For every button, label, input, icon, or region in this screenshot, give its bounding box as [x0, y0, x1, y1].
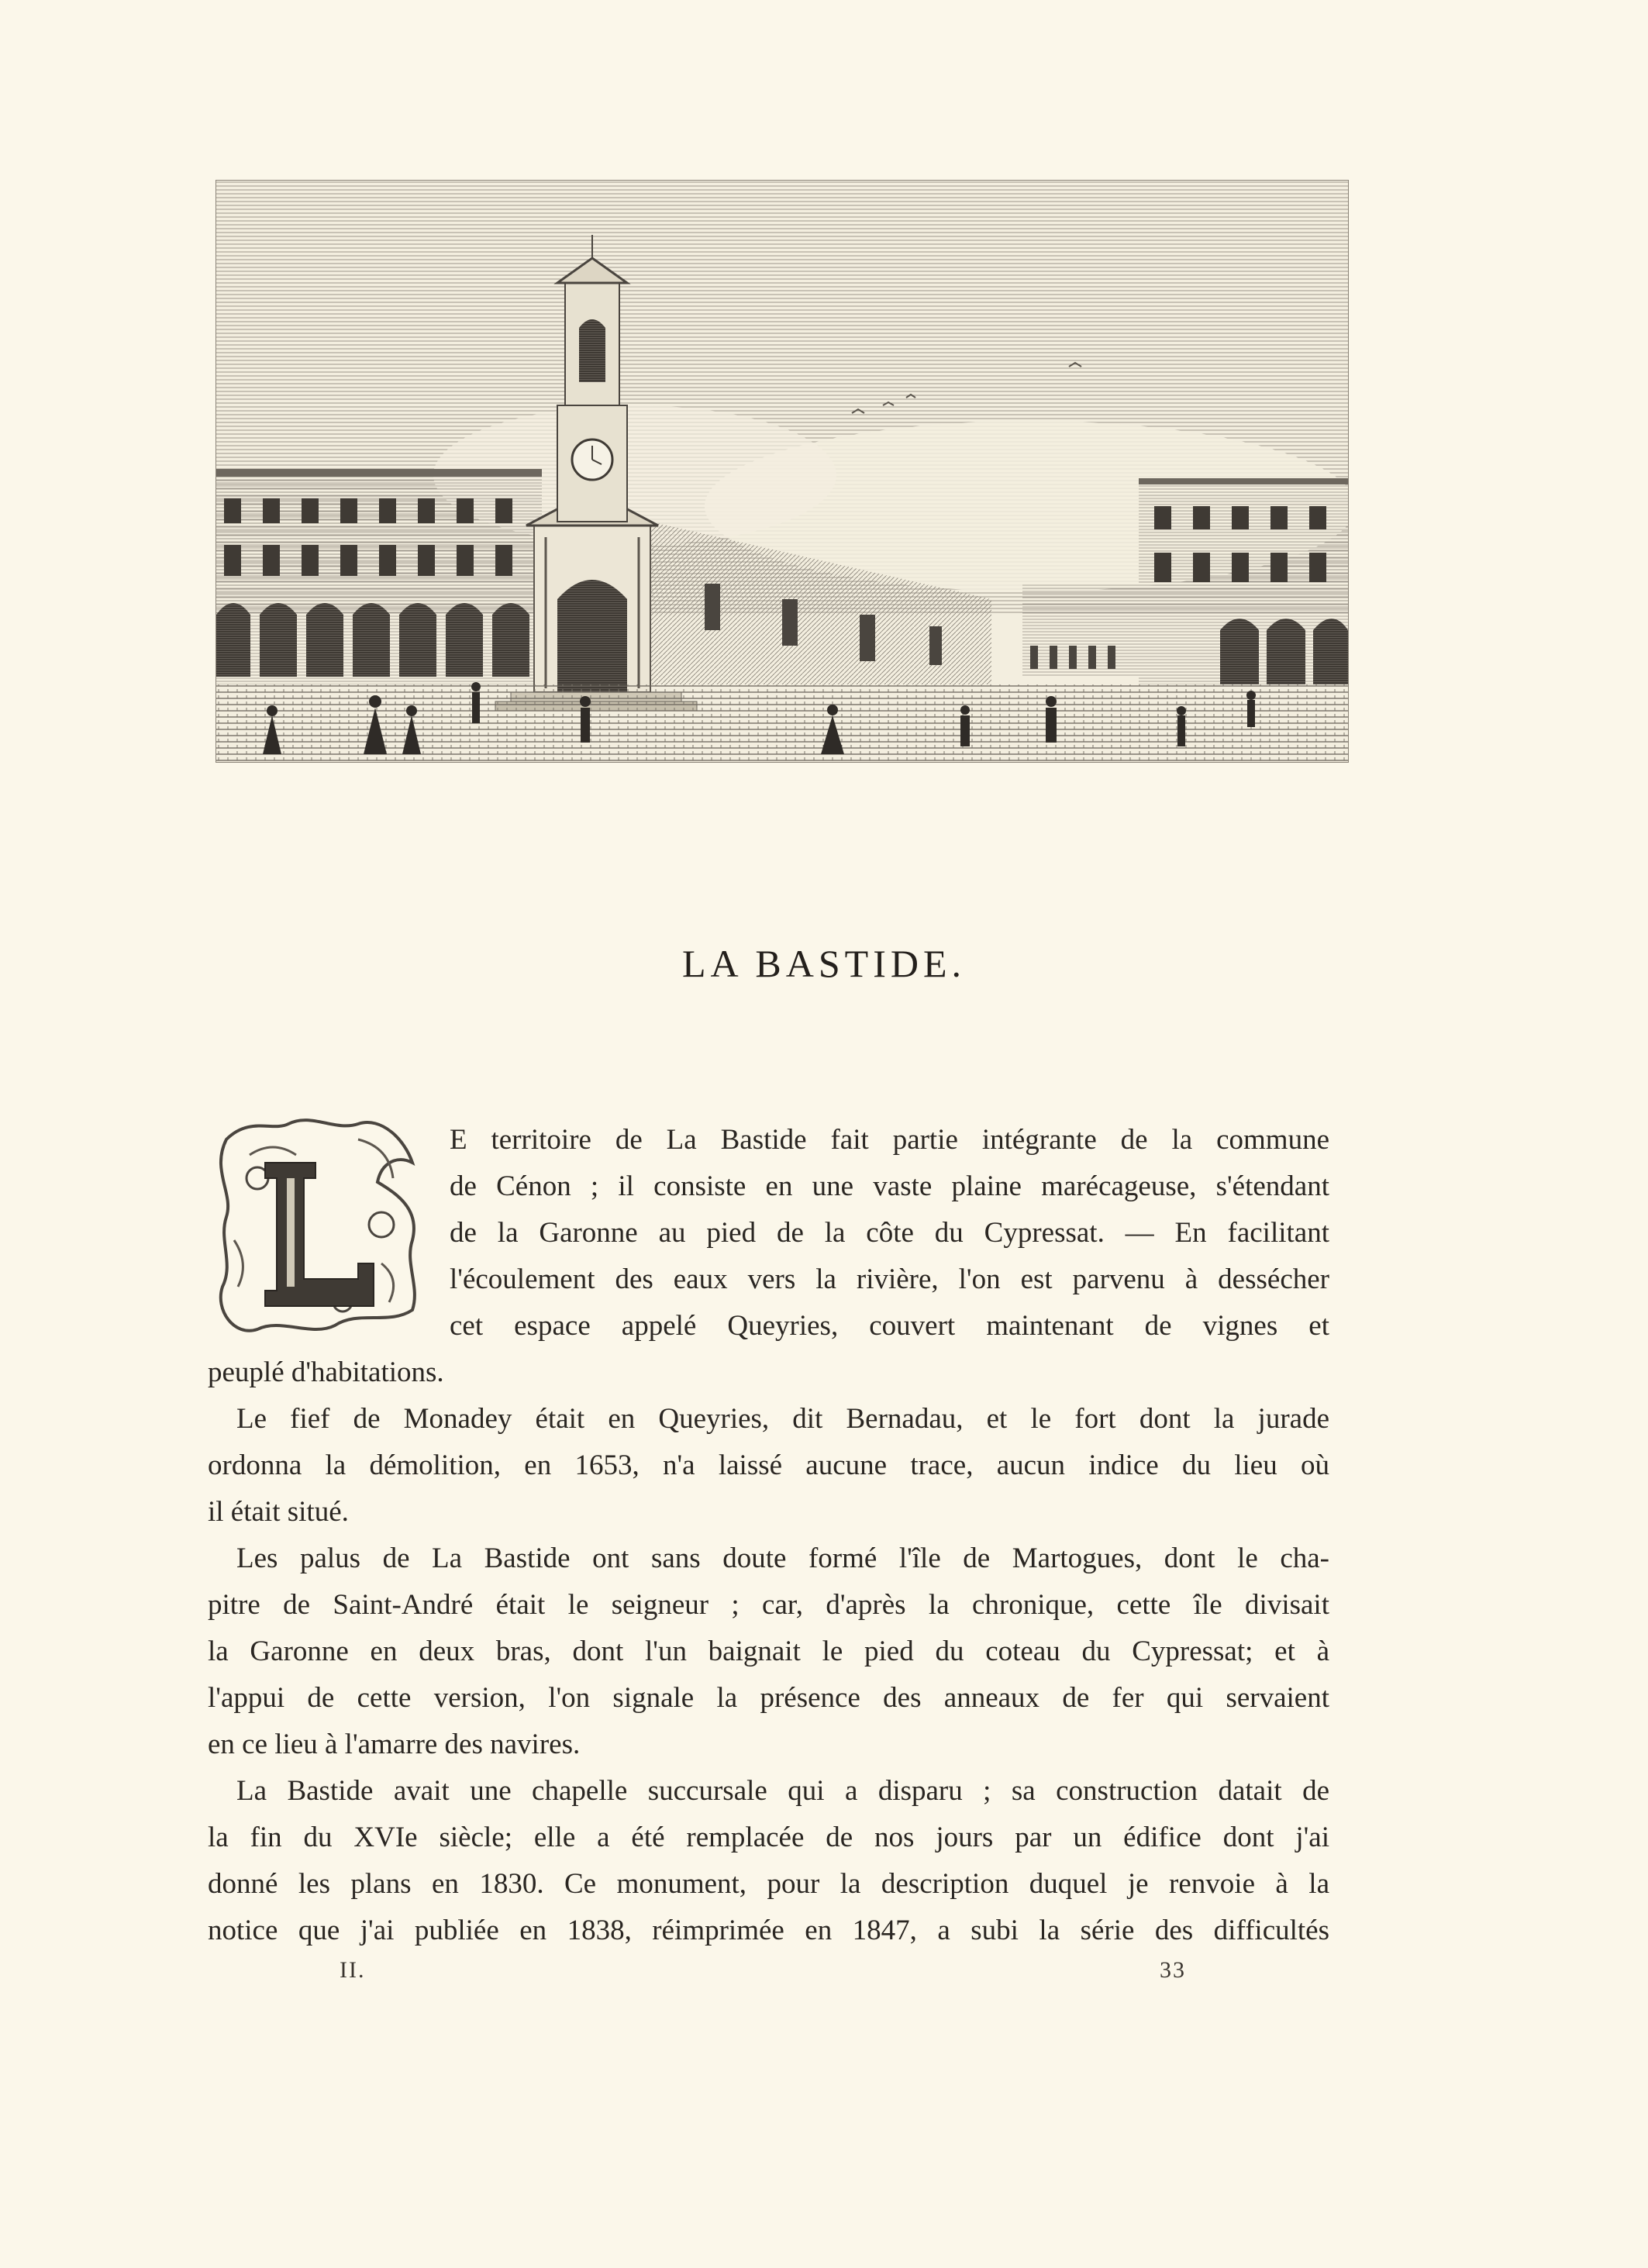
- text-line: pitre de Saint-André était le seigneur ; car, d'après la chronique, cette île divisait: [208, 1589, 1329, 1621]
- text-line: cet espace appelé Queyries, couvert maintenant de vignes et: [450, 1310, 1329, 1342]
- text-line: notice que j'ai publiée en 1838, réimprimée en 1847, a subi la série des difficultés: [208, 1915, 1329, 1946]
- church-square-engraving: [215, 180, 1349, 763]
- text-line: ordonna la démolition, en 1653, n'a laissé aucune trace, aucun indice du lieu où: [208, 1449, 1329, 1481]
- text-line: il était situé.: [208, 1496, 349, 1528]
- text-line: en ce lieu à l'amarre des navires.: [208, 1729, 581, 1760]
- text-line: La Bastide avait une chapelle succursale qui a disparu ; sa construction datait de: [236, 1775, 1329, 1807]
- text-line: l'écoulement des eaux vers la rivière, l'on est parvenu à dessécher: [450, 1263, 1329, 1295]
- text-line: peuplé d'habitations.: [208, 1356, 444, 1388]
- text-line: de la Garonne au pied de la côte du Cypressat. — En facilitant: [450, 1217, 1329, 1249]
- engraving-art: [216, 181, 1348, 762]
- text-line: donné les plans en 1830. Ce monument, pour la description duquel je renvoie à la: [208, 1868, 1329, 1900]
- text-line: Le fief de Monadey était en Queyries, dit Bernadau, et le fort dont la jurade: [236, 1403, 1329, 1435]
- text-line: de Cénon ; il consiste en une vaste plaine marécageuse, s'étendant: [450, 1170, 1329, 1202]
- ornamental-initial-l-icon: [203, 1108, 436, 1341]
- volume-number: II.: [340, 1957, 366, 1983]
- text-line: l'appui de cette version, l'on signale la présence des anneaux de fer qui servaient: [208, 1682, 1329, 1714]
- text-line: Les palus de La Bastide ont sans doute formé l'île de Martogues, dont le cha-: [236, 1542, 1329, 1574]
- signature-mark: 33: [1160, 1957, 1186, 1983]
- text-line: la Garonne en deux bras, dont l'un baignait le pied du coteau du Cypressat; et à: [208, 1636, 1329, 1667]
- text-line: la fin du XVIe siècle; elle a été remplacée de nos jours par un édifice dont j'ai: [208, 1822, 1329, 1853]
- drop-cap: [203, 1108, 436, 1341]
- text-line: E territoire de La Bastide fait partie intégrante de la commune: [450, 1124, 1329, 1156]
- page-title: LA BASTIDE.: [682, 942, 966, 985]
